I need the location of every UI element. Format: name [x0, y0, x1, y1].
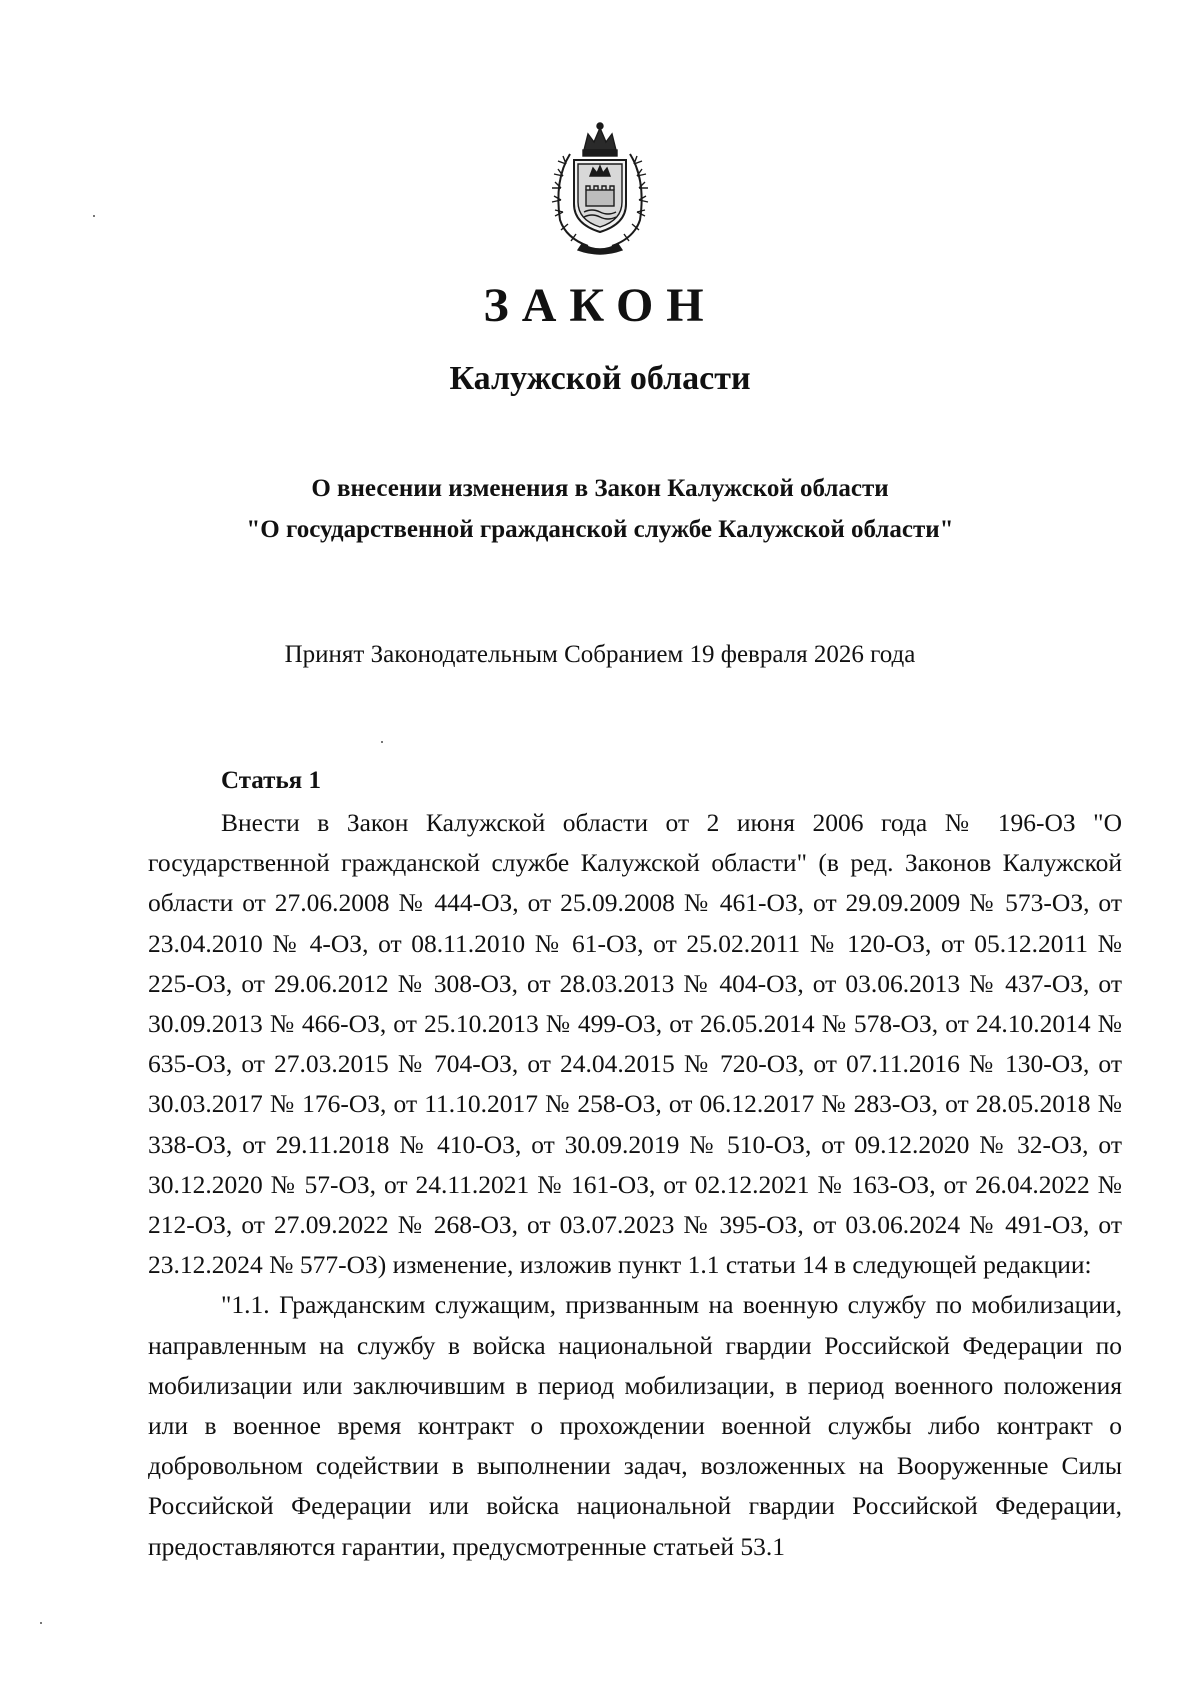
adoption-line: Принят Законодательным Собранием 19 февраля 2026 года — [284, 641, 916, 668]
document-title — [0, 468, 1200, 550]
region-heading: Калужской области — [449, 360, 751, 397]
coat-of-arms-icon — [536, 120, 664, 255]
scan-speck — [93, 215, 95, 217]
scan-speck — [381, 741, 383, 743]
article-body — [148, 803, 1122, 1567]
scan-speck — [40, 1622, 42, 1624]
article-paragraph: Внести в Закон Калужской области от 2 июня 2006 года № 196-ОЗ "О государственной гражданской службе Калужской области" (в ред. Законов Калужской области от 27.06.2008 № 444-ОЗ, от 25.09.2008 № 461-ОЗ, от 29.09.2009 № 573-ОЗ, от 23.04.2010 № 4-ОЗ, от 08.11.2010 № 61-ОЗ, от 25.02.2011 № 120-ОЗ, от 05.12.2011 № 225-ОЗ, от 29.06.2012 № 308-ОЗ, от 28.03.2013 № 404-ОЗ, от 03.06.2013 № 437-ОЗ, от 30.09.2013 № 466-ОЗ, от 25.10.2013 № 499-ОЗ, от 26.05.2014 № 578-ОЗ, от 24.10.2014 № 635-ОЗ, от 27.03.2015 № 704-ОЗ, от 24.04.2015 № 720-ОЗ, от 07.11.2016 № 130-ОЗ, от 30.03.2017 № 176-ОЗ, от 11.10.2017 № 258-ОЗ, от 06.12.2017 № 283-ОЗ, от 28.05.2018 № 338-ОЗ, от 29.11.2018 № 410-ОЗ, от 30.09.2019 № 510-ОЗ, от 09.12.2020 № 32-ОЗ, от 30.12.2020 № 57-ОЗ, от 24.11.2021 № 161-ОЗ, от 02.12.2021 № 163-ОЗ, от 26.04.2022 № 212-ОЗ, от 27.09.2022 № 268-ОЗ, от 03.07.2023 № 395-ОЗ, от 03.06.2024 № 491-ОЗ, от 23.12.2024 № 577-ОЗ) изменение, изложив пункт 1.1 статьи 14 в следующей редакции: — [148, 808, 1122, 1280]
article-paragraph: "1.1. Гражданским служащим, призванным на военную службу по мобилизации, направленным на службу в войска национальной гвардии Российской Федерации по мобилизации или заключившим в период мобилизации, в период военного положения или в военное время контракт о прохождении военной службы либо контракт о добровольном содействии в выполнении задач, возложенных на Вооруженные Силы Российской Федерации или войска национальной гвардии Российской Федерации, предоставляются гарантии, предусмотренные статьей 53.1 — [148, 1290, 1122, 1561]
article-heading: Статья 1 — [221, 767, 321, 794]
document-title-line: "О государственной гражданской службе Калужской области" — [246, 516, 954, 543]
document-title-line: О внесении изменения в Закон Калужской области — [311, 475, 889, 502]
document-type-heading: ЗАКОН — [483, 279, 717, 332]
